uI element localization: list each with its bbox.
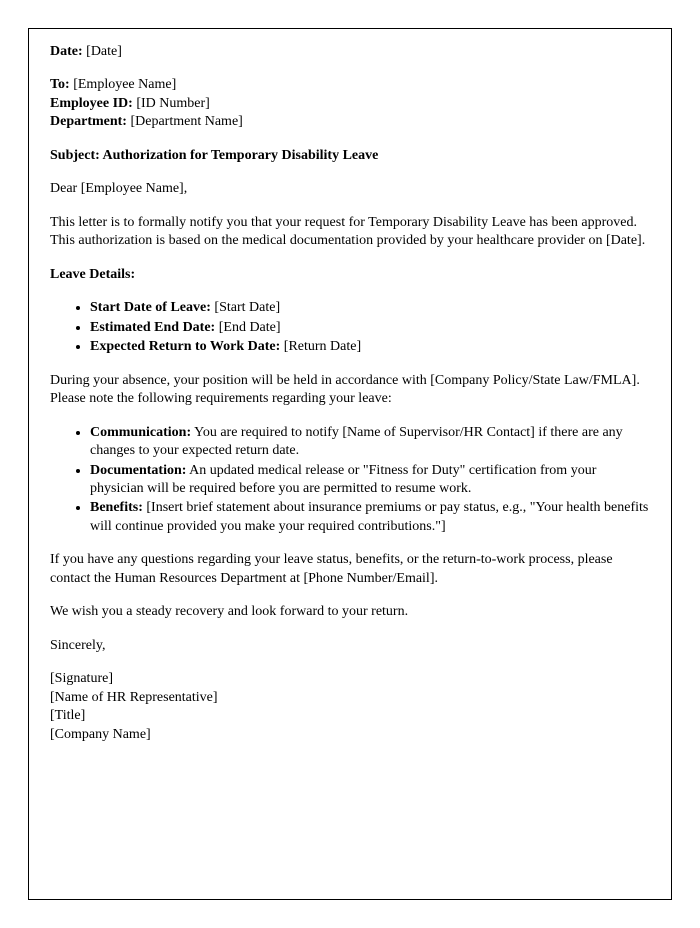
signature-title: [Title] [50, 708, 86, 724]
date-line [50, 43, 650, 61]
requirement-text: [Insert brief statement about insurance premiums or pay status, e.g., "Your health benefits will continue provided you make your required contributions."] [90, 500, 649, 534]
department-label: Department: [50, 114, 127, 130]
date-label: Date: [50, 44, 83, 59]
employee-id-label: Employee ID: [50, 95, 133, 111]
leave-details-heading: Leave Details: [50, 266, 136, 282]
department-value: [Department Name] [130, 114, 243, 130]
list-item [90, 319, 650, 337]
to-label: To: [50, 77, 70, 93]
signature-block [50, 670, 650, 744]
requirement-text: An updated medical release or "Fitness for Duty" certification from your physician will be required before you are permitted to resume work. [90, 462, 597, 496]
to-value: [Employee Name] [73, 77, 177, 93]
list-item [90, 499, 650, 536]
leave-details-list [50, 299, 650, 356]
signature-company: [Company Name] [50, 726, 151, 742]
salutation: Dear [Employee Name], [50, 181, 188, 197]
leave-detail-label: Expected Return to Work Date: [90, 339, 281, 355]
paragraph-policy: During your absence, your position will be held in accordance with [Company Policy/State Law/FMLA]. Please note the following requirements regarding your leave: [50, 372, 640, 407]
leave-detail-value: [Start Date] [214, 300, 281, 316]
list-item [90, 462, 650, 499]
list-item [90, 424, 650, 461]
requirement-label: Benefits: [90, 500, 143, 516]
paragraph-approval: This letter is to formally notify you that your request for Temporary Disability Leave has been approved. This authorization is based on the medical documentation provided by your healthcare provider on [Date]. [50, 214, 646, 249]
employee-id-line [50, 95, 650, 113]
leave-detail-value: [End Date] [218, 319, 281, 335]
recipient-block [50, 76, 650, 131]
letter-document [28, 28, 672, 900]
list-item [90, 338, 650, 356]
signature-line: [Signature] [50, 671, 113, 687]
requirements-list [50, 424, 650, 537]
subject-line: Subject: Authorization for Temporary Disability Leave [50, 147, 379, 163]
signature-name: [Name of HR Representative] [50, 689, 218, 705]
paragraph-contact: If you have any questions regarding your leave status, benefits, or the return-to-work process, please contact the Human Resources Department at [Phone Number/Email]. [50, 552, 613, 586]
requirement-label: Documentation: [90, 462, 187, 478]
date-value: [Date] [86, 44, 122, 59]
to-line [50, 76, 650, 94]
leave-detail-value: [Return Date] [283, 339, 362, 355]
list-item [90, 299, 650, 317]
employee-id-value: [ID Number] [136, 95, 210, 111]
leave-detail-label: Estimated End Date: [90, 319, 216, 335]
requirement-label: Communication: [90, 424, 192, 440]
department-line [50, 113, 650, 131]
paragraph-wishes: We wish you a steady recovery and look forward to your return. [50, 604, 409, 620]
requirement-text: You are required to notify [Name of Supervisor/HR Contact] if there are any changes to your expected return date. [90, 424, 623, 459]
leave-detail-label: Start Date of Leave: [90, 300, 211, 316]
closing: Sincerely, [50, 637, 106, 653]
